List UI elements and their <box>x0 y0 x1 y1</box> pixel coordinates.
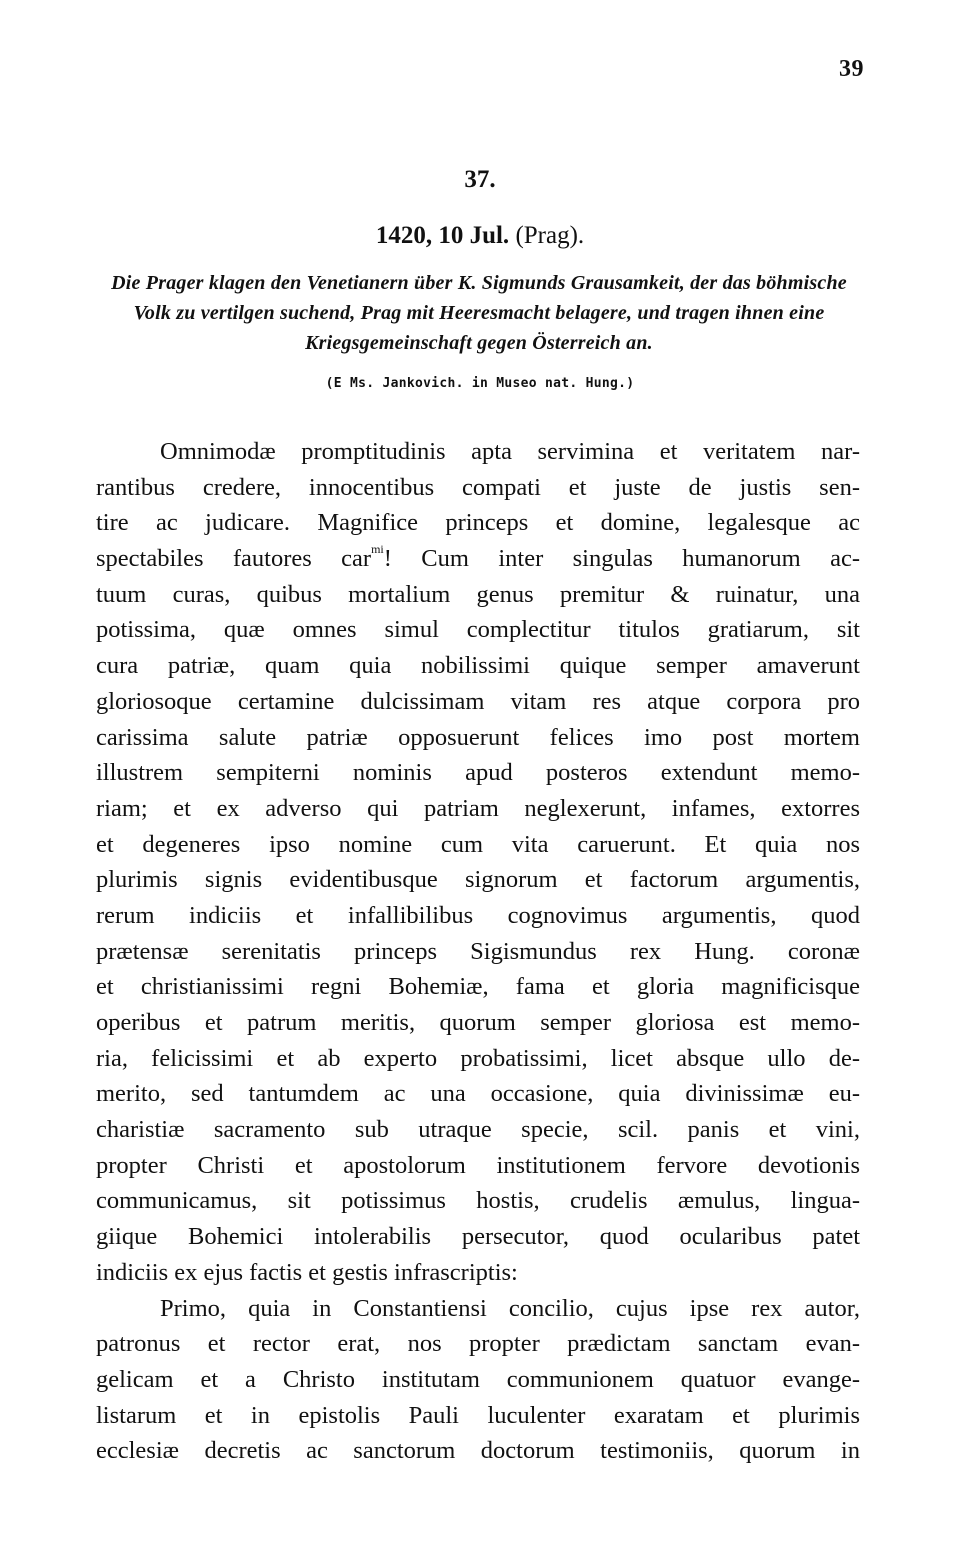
paragraph-2 <box>96 1291 860 1469</box>
text-line: charistiæ sacramento sub utraque specie, scil. panis et vini, <box>96 1116 860 1144</box>
text-line: patronus et rector erat, nos propter prædictam sanctam evan- <box>96 1330 860 1358</box>
place: (Prag). <box>515 222 585 249</box>
text-line: indiciis ex ejus factis et gestis infrascriptis: <box>96 1258 518 1286</box>
text-line: gloriosoque certamine dulcissimam vitam res atque corpora pro <box>96 687 860 715</box>
summary: Die Prager klagen den Venetianern über K. Sigmunds Grausamkeit, der das böhmische Volk zu vertilgen suchend, Prag mit Heeresmacht belagere, und tragen ihnen eine Kriegsgemeinschaft gegen Österreich an. <box>111 272 847 354</box>
text-line: ecclesiæ decretis ac sanctorum doctorum testimoniis, quorum in <box>96 1437 860 1465</box>
document-number: 37. <box>464 166 496 193</box>
text-line: riam; et ex adverso qui patriam neglexerunt, infames, extorres <box>96 794 860 822</box>
text-line: merito, sed tantumdem ac una occasione, quia divinissimæ eu- <box>96 1080 860 1108</box>
text-line: et christianissimi regni Bohemiæ, fama et gloria magnificisque <box>96 973 860 1001</box>
date: 1420, 10 Jul. <box>375 222 510 249</box>
text-line: tire ac judicare. Magnifice princeps et domine, legalesque ac <box>96 509 860 537</box>
text-line: rerum indiciis et infallibilibus cognovimus argumentis, quod <box>96 901 860 929</box>
text-line: carissima salute patriæ opposuerunt felices imo post mortem <box>96 723 860 751</box>
text-line: tuum curas, quibus mortalium genus premitur & ruinatur, una <box>96 580 860 608</box>
text-line: et degeneres ipso nomine cum vita caruerunt. Et quia nos <box>96 830 860 858</box>
text-line: propter Christi et apostolorum institutionem fervore devotionis <box>96 1151 860 1179</box>
text-segment: spectabiles fautores car <box>96 545 372 573</box>
text-line: prætensæ serenitatis princeps Sigismundus rex Hung. coronæ <box>96 937 860 965</box>
text-segment: ! Cum inter singulas humanorum ac- <box>383 545 860 573</box>
superscript: mi <box>371 542 384 557</box>
body-text <box>96 434 860 1469</box>
text-line: gelicam et a Christo institutam communionem quatuor evange- <box>96 1365 860 1393</box>
text-line: communicamus, sit potissimus hostis, crudelis æmulus, lingua- <box>96 1187 860 1215</box>
source-citation: (E Ms. Jankovich. in Museo nat. Hung.) <box>325 376 635 391</box>
text-line-with-superscript <box>96 541 860 577</box>
text-line: illustrem sempiterni nominis apud posteros extendunt memo- <box>96 759 860 787</box>
paragraph-1 <box>96 434 860 1291</box>
text-line: plurimis signis evidentibusque signorum et factorum argumentis, <box>96 866 860 894</box>
text-line: cura patriæ, quam quia nobilissimi quique semper amaverunt <box>96 652 860 680</box>
text-line: Omnimodæ promptitudinis apta servimina et veritatem nar- <box>160 438 860 465</box>
page-number: 39 <box>839 56 864 82</box>
text-line: Primo, quia in Constantiensi concilio, cujus ipse rex autor, <box>160 1294 860 1322</box>
text-line: listarum et in epistolis Pauli luculenter exaratam et plurimis <box>96 1401 860 1429</box>
text-line: giique Bohemici intolerabilis persecutor, quod ocularibus patet <box>96 1223 860 1251</box>
text-line: potissima, quæ omnes simul complectitur titulos gratiarum, sit <box>96 616 860 644</box>
text-line: ria, felicissimi et ab experto probatissimi, licet absque ullo de- <box>96 1044 860 1072</box>
text-line: operibus et patrum meritis, quorum semper gloriosa est memo- <box>96 1009 860 1036</box>
document-date <box>0 222 960 250</box>
text-line: rantibus credere, innocentibus compati et juste de justis sen- <box>96 473 860 501</box>
